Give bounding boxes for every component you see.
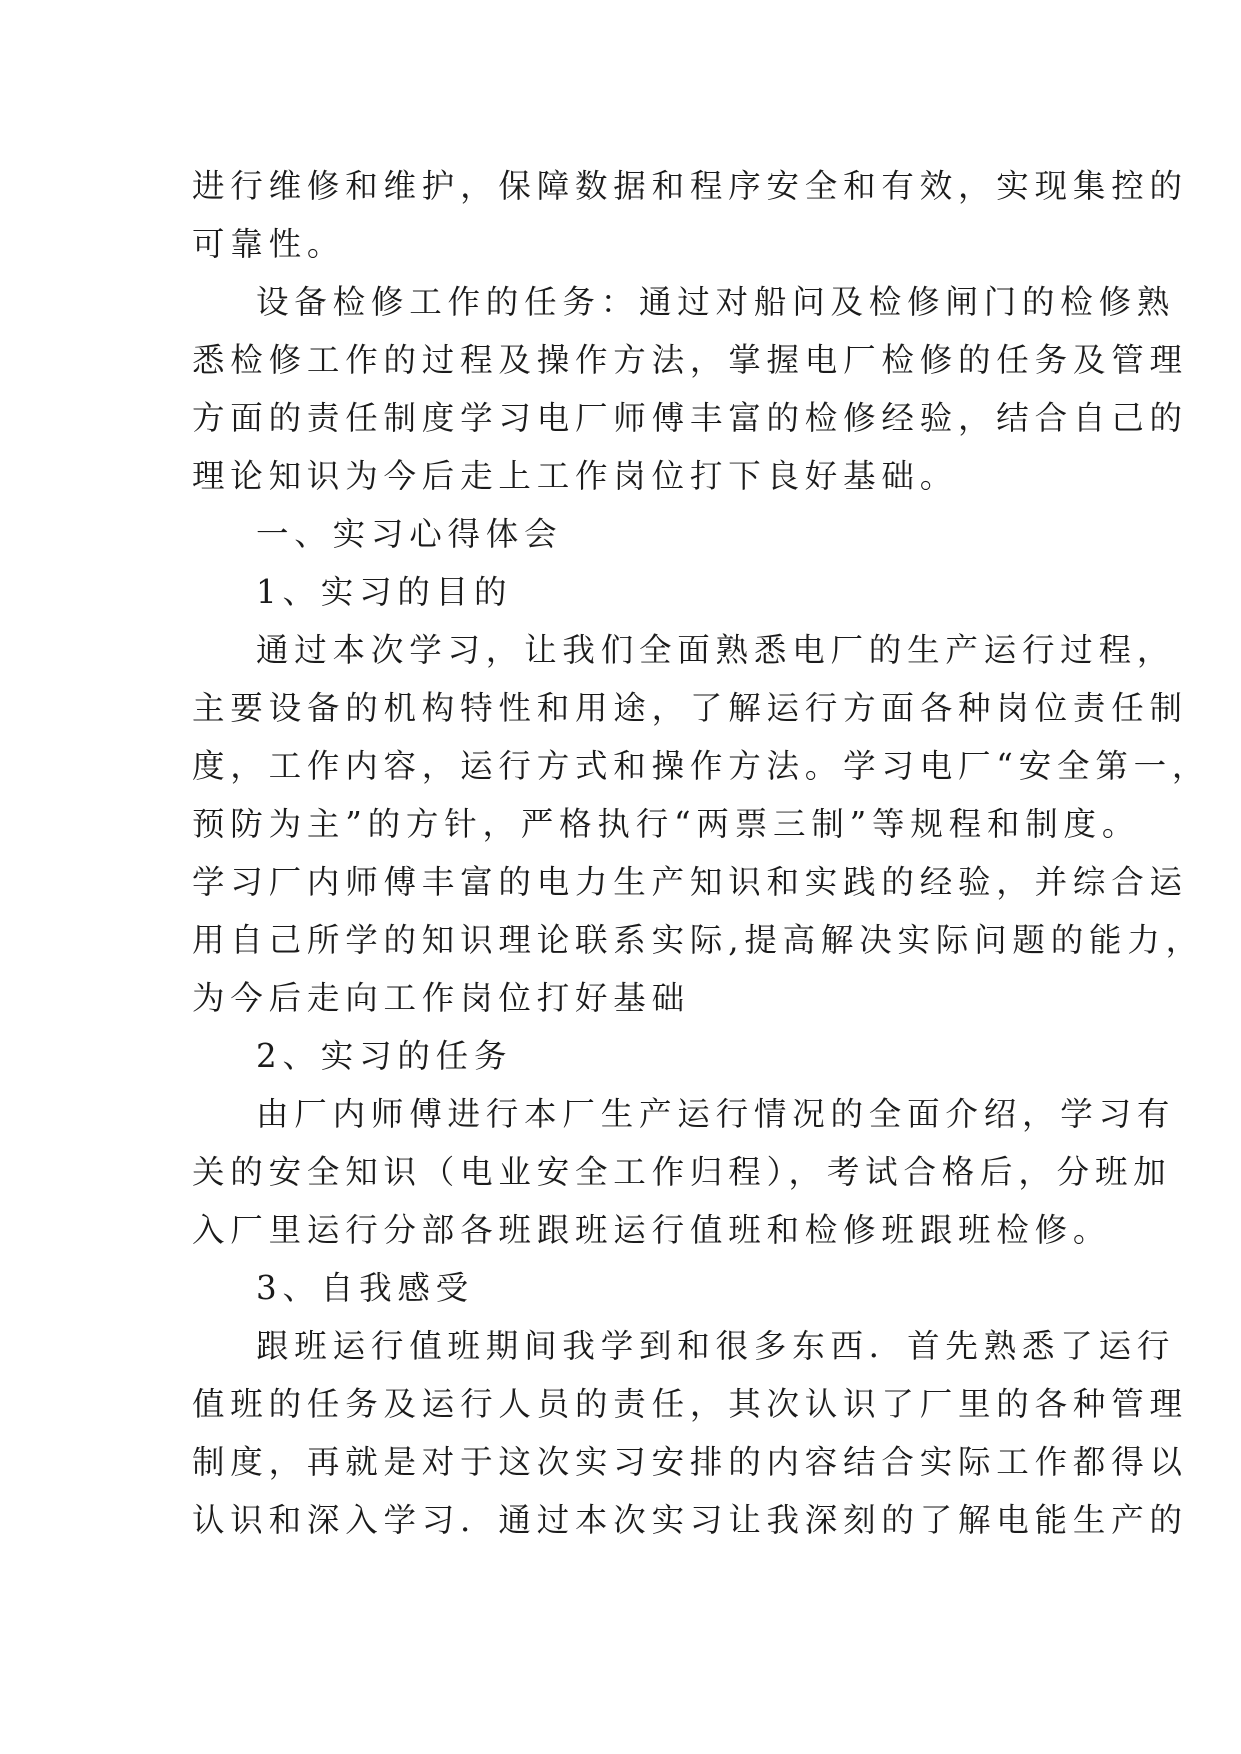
text-line-13: 学习厂内师傅丰富的电力生产知识和实践的经验，并综合运 — [192, 863, 1188, 901]
text-line-12: 预防为主”的方针，严格执行“两票三制”等规程和制度。 — [192, 805, 1141, 843]
subsection-heading-2: 2、实习的任务 — [256, 1037, 513, 1075]
text-line-4: 悉检修工作的过程及操作方法，掌握电厂检修的任务及管理 — [192, 341, 1188, 379]
text-line-5: 方面的责任制度学习电厂师傅丰富的检修经验，结合自己的 — [192, 399, 1188, 437]
text-line-3: 设备检修工作的任务：通过对船问及检修闸门的检修熟 — [256, 283, 1176, 321]
text-line-14: 用自己所学的知识理论联系实际,提高解决实际问题的能力， — [192, 921, 1204, 959]
text-line-21: 跟班运行值班期间我学到和很多东西．首先熟悉了运行 — [256, 1327, 1176, 1365]
text-line-1: 进行维修和维护，保障数据和程序安全和有效，实现集控的 — [192, 167, 1188, 205]
subsection-heading-1: 1、实习的目的 — [256, 573, 513, 611]
text-line-10: 主要设备的机构特性和用途，了解运行方面各种岗位责任制 — [192, 689, 1188, 727]
text-line-18: 关的安全知识（电业安全工作归程），考试合格后，分班加 — [192, 1153, 1172, 1191]
text-line-11: 度，工作内容，运行方式和操作方法。学习电厂“安全第一， — [192, 747, 1211, 785]
text-line-17: 由厂内师傅进行本厂生产运行情况的全面介绍，学习有 — [256, 1095, 1176, 1133]
text-line-22: 值班的任务及运行人员的责任，其次认识了厂里的各种管理 — [192, 1385, 1188, 1423]
text-line-24: 认识和深入学习．通过本次实习让我深刻的了解电能生产的 — [192, 1501, 1188, 1539]
text-line-6: 理论知识为今后走上工作岗位打下良好基础。 — [192, 457, 959, 495]
document-body — [192, 157, 1211, 1549]
text-line-23: 制度，再就是对于这次实习安排的内容结合实际工作都得以 — [192, 1443, 1188, 1481]
text-line-9: 通过本次学习，让我们全面熟悉电厂的生产运行过程， — [256, 631, 1176, 669]
section-heading: 一、实习心得体会 — [256, 515, 563, 553]
text-line-19: 入厂里运行分部各班跟班运行值班和检修班跟班检修。 — [192, 1211, 1112, 1249]
subsection-heading-3: 3、自我感受 — [256, 1269, 474, 1307]
text-line-2: 可靠性。 — [192, 225, 346, 263]
text-line-15: 为今后走向工作岗位打好基础 — [192, 979, 690, 1017]
